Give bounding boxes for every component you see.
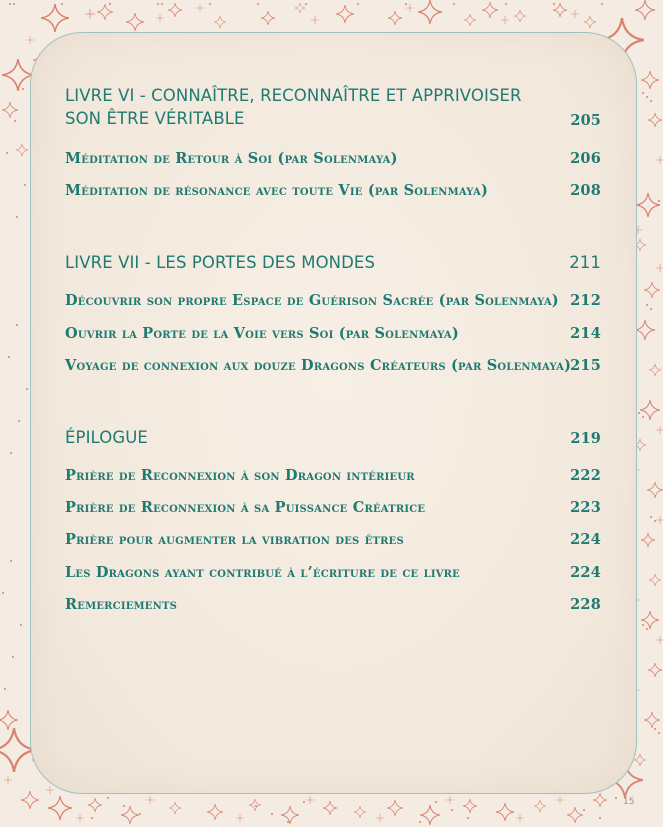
sparkle-icon [501,16,509,24]
star-icon [641,71,659,89]
star-dot-icon [505,3,507,5]
toc-entry-label: Remerciements [65,596,178,613]
star-icon [97,4,113,20]
toc-entry[interactable] [65,467,601,484]
sparkle-icon [156,14,164,22]
star-dot-icon [255,805,257,807]
star-dot-icon [453,3,455,5]
toc-entry-label: Méditation de Retour à Soi (par Solenmaya) [65,150,398,167]
sparkle-icon [146,796,154,804]
sparkle-icon [306,796,314,804]
section-epilogue[interactable] [65,428,601,447]
star-dot-icon [209,3,211,5]
sparkle-icon [516,814,524,822]
toc-entry[interactable] [65,596,601,613]
star-dot-icon [658,200,660,202]
sparkle-icon [571,10,579,18]
sparkle-icon [4,776,12,784]
star-icon [88,798,102,812]
star-dot-icon [451,809,453,811]
star-icon [641,611,659,629]
star-icon [567,807,583,823]
star-dot-icon [9,3,11,5]
toc-entry-label: Méditation de résonance avec toute Vie (par Solenmaya) [65,182,489,199]
star-dot-icon [139,813,141,815]
toc-entry-label: Prière pour augmenter la vibration des êtres [65,531,404,548]
sparkle-icon [236,814,244,822]
star-dot-icon [18,420,20,422]
star-icon [534,800,546,812]
star-dot-icon [435,801,437,803]
star-dot-icon [583,809,585,811]
star-dot-icon [654,728,656,730]
section-title-line: LIVRE VII - LES PORTES DES MONDES [65,253,376,272]
toc-entry[interactable] [65,499,601,516]
star-dot-icon [4,688,6,690]
sparkle-icon [311,16,319,24]
star-dot-icon [61,3,63,5]
toc-entry-page: 224 [570,531,601,548]
toc-entry-page: 224 [570,564,601,581]
star-dot-icon [638,412,640,414]
sparkle-icon [656,264,663,272]
star-icon [295,3,305,13]
sparkle-icon [656,426,663,434]
star-dot-icon [638,204,640,206]
toc-entry[interactable] [65,292,601,309]
star-dot-icon [6,152,8,154]
star-dot-icon [553,3,555,5]
star-icon [464,14,476,26]
star-icon [281,806,299,824]
toc-entry-page: 222 [570,467,601,484]
sparkle-icon [656,636,663,644]
star-dot-icon [16,324,18,326]
star-dot-icon [12,656,14,658]
star-icon [496,803,514,821]
star-icon [584,16,596,28]
star-dot-icon [13,3,15,5]
toc-entry-label: Découvrir son propre Espace de Guérison Sacrée (par Solenmaya) [65,292,559,309]
star-dot-icon [303,801,305,803]
star-icon [121,806,139,824]
star-icon [553,3,567,17]
toc-entry[interactable] [65,182,601,199]
toc-entry-page: 206 [570,150,601,167]
star-icon [21,791,39,809]
star-dot-icon [599,817,601,819]
section-livre-vi[interactable] [65,86,601,128]
star-dot-icon [658,732,660,734]
star-icon [48,796,72,820]
star-icon [635,320,655,340]
star-icon [168,3,182,17]
star-icon [261,11,275,25]
star-dot-icon [642,92,644,94]
star-dot-icon [107,797,109,799]
star-dot-icon [16,216,18,218]
star-icon [644,712,660,728]
star-dot-icon [91,817,93,819]
toc-entry-page: 208 [570,182,601,199]
toc-entry-page: 228 [570,596,601,613]
star-icon [0,710,18,730]
sparkle-icon [556,796,564,804]
star-dot-icon [646,96,648,98]
star-dot-icon [10,560,12,562]
section-page-number: 211 [569,253,601,272]
star-icon [418,0,442,24]
sparkle-icon [656,516,663,524]
star-icon [634,754,646,766]
star-dot-icon [405,3,407,5]
star-icon [323,801,337,815]
star-icon [463,799,477,813]
sparkle-icon [76,814,84,822]
star-dot-icon [357,3,359,5]
toc-entry-page: 215 [570,357,601,374]
star-icon [16,144,28,156]
star-dot-icon [615,797,617,799]
star-icon [644,282,660,298]
toc-entry-page: 223 [570,499,601,516]
toc-entry[interactable] [65,564,601,581]
star-dot-icon [650,308,652,310]
sparkle-icon [46,786,54,794]
page-number: 15 [623,797,635,807]
section-title-line: LIVRE VI - CONNAÎTRE, RECONNAÎTRE ET APPRIVOISER [65,86,522,105]
star-dot-icon [157,3,159,5]
star-dot-icon [123,805,125,807]
content-card [30,32,637,794]
star-icon [482,2,498,18]
sparkle-icon [26,36,34,44]
sparkle-icon [406,4,414,12]
star-dot-icon [654,520,656,522]
toc-entry[interactable] [65,150,601,167]
star-dot-icon [22,88,24,90]
star-dot-icon [14,120,16,122]
star-dot-icon [2,592,4,594]
star-icon [635,0,655,20]
star-dot-icon [20,624,22,626]
star-dot-icon [10,452,12,454]
toc-entry-page: 212 [570,292,601,309]
star-dot-icon [646,628,648,630]
star-dot-icon [305,3,307,5]
star-dot-icon [271,813,273,815]
star-icon [641,533,655,547]
star-dot-icon [467,817,469,819]
star-dot-icon [419,821,421,823]
star-icon [593,793,607,807]
star-icon [207,804,223,820]
star-dot-icon [646,304,648,306]
toc-entry-label: Prière de Reconnexion à sa Puissance Créatrice [65,499,426,516]
star-dot-icon [257,3,259,5]
sparkle-icon [446,796,454,804]
star-icon [649,574,661,586]
sparkle-icon [85,9,95,19]
toc-entry[interactable] [65,531,601,548]
section-title-line: SON ÊTRE VÉRITABLE [65,109,245,128]
star-dot-icon [650,516,652,518]
star-dot-icon [109,3,111,5]
section-page-number: 205 [570,112,601,129]
toc-entry-page: 214 [570,325,601,342]
toc-entry-label: Ouvrir la Porte de la Voie vers Soi (par Solenmaya) [65,325,459,342]
star-dot-icon [601,3,603,5]
sparkle-icon [376,814,384,822]
star-icon [2,102,18,118]
section-title-line: ÉPILOGUE [65,428,148,447]
star-icon [249,799,261,811]
toc-entry-label: Prière de Reconnexion à son Dragon intérieur [65,467,415,484]
star-dot-icon [650,100,652,102]
star-dot-icon [26,388,28,390]
toc-entry-label: Voyage de connexion aux douze Dragons Créateurs (par Solenmaya) [65,357,572,374]
star-dot-icon [8,356,10,358]
star-icon [126,13,144,31]
section-livre-vii[interactable] [65,253,601,272]
star-dot-icon [642,416,644,418]
star-icon [420,805,440,825]
sparkle-icon [656,156,663,164]
star-icon [649,364,661,376]
section-page-number: 219 [570,430,601,447]
star-icon [648,113,662,127]
star-dot-icon [161,3,163,5]
star-icon [387,800,403,816]
toc-entry-label: Les Dragons ayant contribué à l’écriture de ce livre [65,564,460,581]
star-icon [388,11,402,25]
star-icon [169,802,181,814]
star-icon [214,16,226,28]
star-icon [41,4,69,32]
star-icon [514,10,526,22]
star-icon [336,5,354,23]
star-icon [354,806,366,818]
star-dot-icon [24,184,26,186]
toc-entry[interactable] [65,325,601,342]
star-icon [647,482,663,498]
star-dot-icon [642,624,644,626]
sparkle-icon [196,4,204,12]
star-dot-icon [287,821,289,823]
toc-entry[interactable] [65,357,601,374]
star-icon [648,663,662,677]
